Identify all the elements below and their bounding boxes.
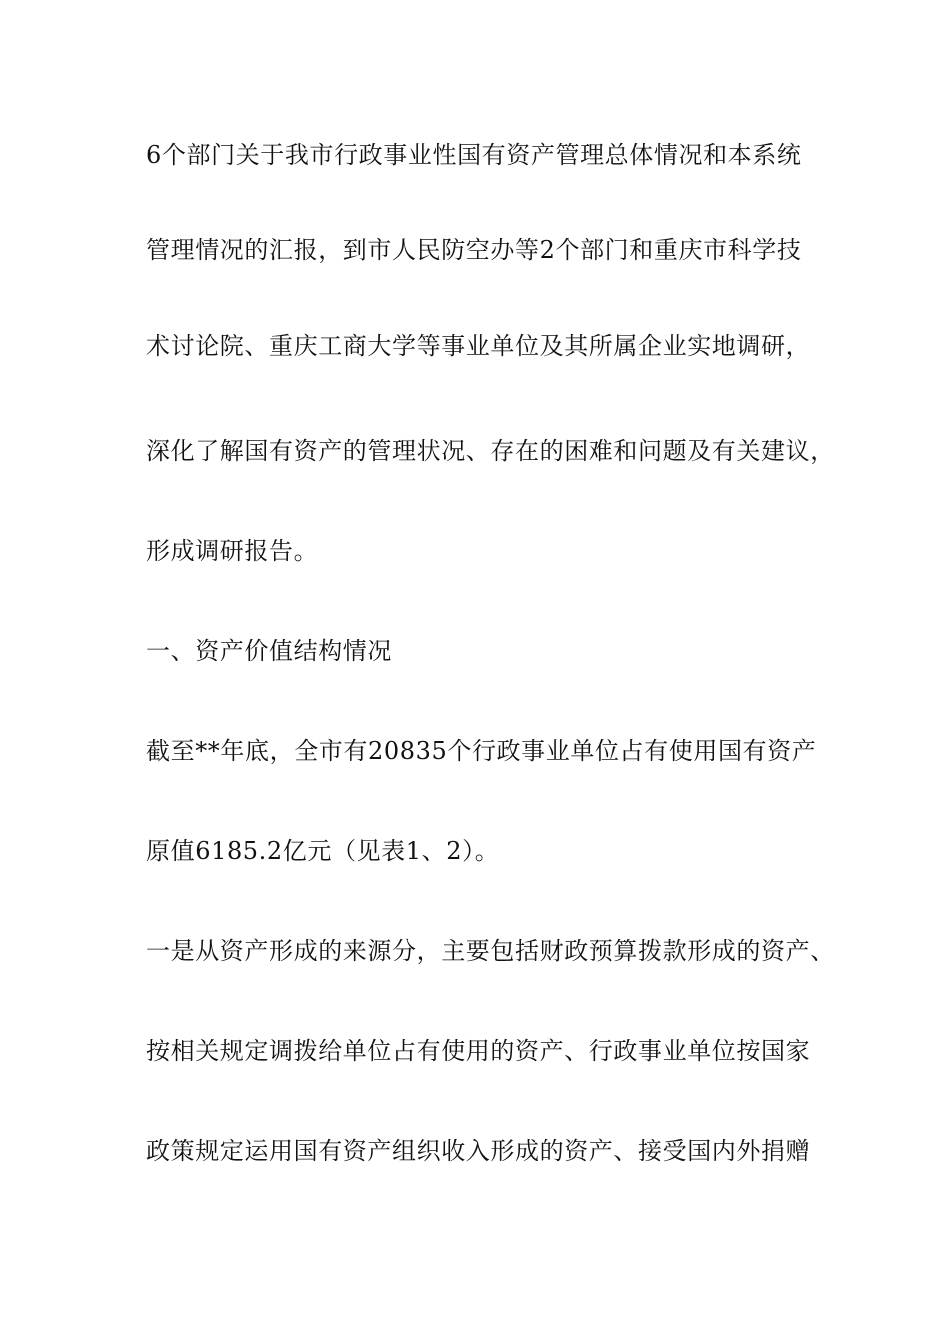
paragraph-line: 原值6185.2亿元（见表1、2）。 (146, 837, 500, 865)
paragraph-line: 形成调研报告。 (146, 537, 319, 565)
paragraph-line: 按相关规定调拨给单位占有使用的资产、行政事业单位按国家 (146, 1037, 811, 1065)
paragraph-line: 管理情况的汇报，到市人民防空办等2个部门和重庆市科学技 (146, 236, 802, 264)
paragraph-line: 深化了解国有资产的管理状况、存在的困难和问题及有关建议， (146, 437, 835, 465)
paragraph-line: 一是从资产形成的来源分，主要包括财政预算拨款形成的资产、 (146, 937, 835, 965)
paragraph-line: 截至**年底，全市有20835个行政事业单位占有使用国有资产 (146, 737, 817, 765)
paragraph-line: 术讨论院、重庆工商大学等事业单位及其所属企业实地调研， (146, 332, 811, 360)
section-heading: 一、资产价值结构情况 (146, 637, 392, 665)
paragraph-line: 政策规定运用国有资产组织收入形成的资产、接受国内外捐赠 (146, 1137, 811, 1165)
paragraph-line: 6个部门关于我市行政事业性国有资产管理总体情况和本系统 (146, 141, 802, 169)
